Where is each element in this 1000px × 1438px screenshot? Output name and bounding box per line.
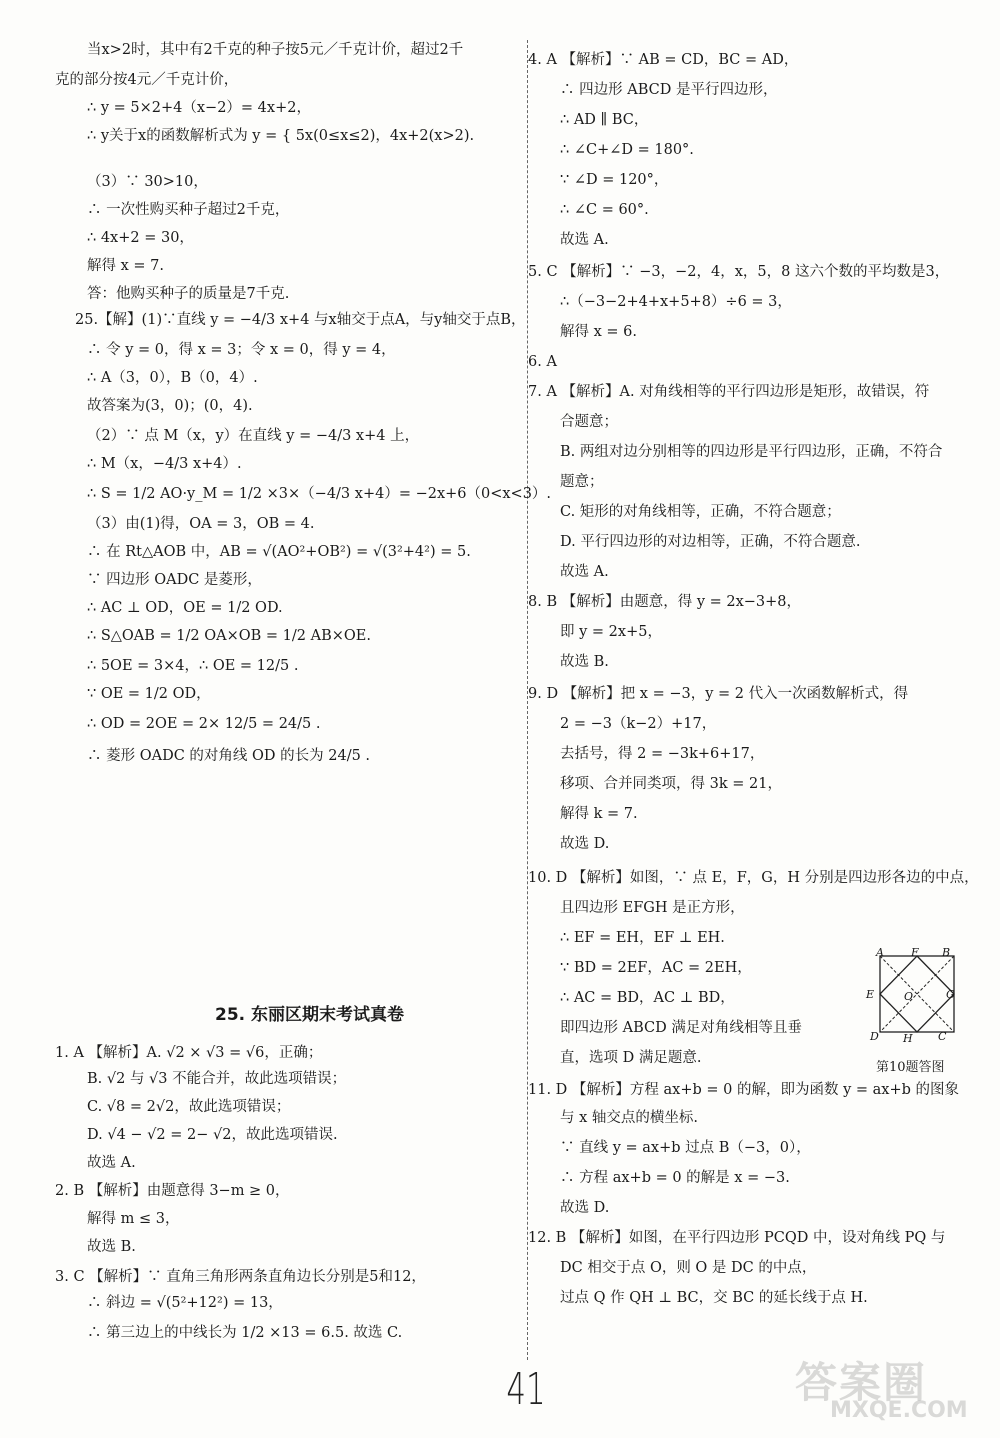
text-line: 2. B 【解析】由题意得 3−m ≥ 0，	[55, 1183, 290, 1199]
text-line: ∵ 四边形 OADC 是菱形，	[87, 572, 262, 588]
text-line: 3. C 【解析】∵ 直角三角形两条直角边长分别是5和12，	[55, 1269, 426, 1285]
text-line: B. 两组对边分别相等的四边形是平行四边形，正确，不符合	[560, 444, 943, 460]
text-line: ∴ 4x+2 = 30，	[87, 230, 194, 246]
text-line: C. √8 = 2√2，故此选项错误；	[87, 1099, 291, 1115]
text-line: ∴ 5OE = 3×4，∴ OE = 12/5 .	[87, 658, 299, 674]
text-line: ∴ AC = BD，AC ⊥ BD，	[560, 990, 735, 1006]
text-line: 故选 A.	[560, 232, 609, 248]
text-line: 故答案为(3，0)；(0，4).	[87, 398, 253, 414]
text-line: 去括号，得 2 = −3k+6+17，	[560, 746, 765, 762]
text-line: 当x>2时，其中有2千克的种子按5元／千克计价，超过2千	[87, 42, 464, 58]
text-line: 解得 m ≤ 3，	[87, 1211, 180, 1227]
text-line: 解得 k = 7.	[560, 806, 638, 822]
text-line: ∵ BD = 2EF，AC = 2EH，	[560, 960, 752, 976]
figure-label: A	[876, 946, 884, 959]
text-line: 1. A 【解析】A. √2 × √3 = √6，正确；	[55, 1045, 323, 1061]
text-line: ∴ y = 5×2+4（x−2）= 4x+2，	[87, 100, 311, 116]
text-line: 11. D 【解析】方程 ax+b = 0 的解，即为函数 y = ax+b 的图象	[528, 1082, 959, 1098]
text-line: 故选 B.	[87, 1239, 136, 1255]
text-line: ∴ 令 y = 0，得 x = 3；令 x = 0，得 y = 4，	[87, 342, 396, 358]
figure-label: H	[903, 1032, 913, 1045]
text-line: ∴（−3−2+4+x+5+8）÷6 = 3，	[560, 294, 792, 310]
text-line: B. √2 与 √3 不能合并，故此选项错误；	[87, 1071, 347, 1087]
text-line: 解得 x = 6.	[560, 324, 637, 340]
figure-label: E	[866, 988, 875, 1001]
text-line: 9. D 【解析】把 x = −3，y = 2 代入一次函数解析式，得	[528, 686, 909, 702]
text-line: 7. A 【解析】A. 对角线相等的平行四边形是矩形，故错误，符	[528, 384, 930, 400]
text-line: ∴ A（3，0），B（0，4）.	[87, 370, 258, 386]
text-line: ∴ ∠C = 60°.	[560, 202, 649, 218]
text-line: D. √4 − √2 = 2− √2，故此选项错误.	[87, 1127, 338, 1143]
text-line: 故选 A.	[560, 564, 609, 580]
text-line: ∵ ∠D = 120°，	[560, 172, 669, 188]
text-line: 即四边形 ABCD 满足对角线相等且垂	[560, 1020, 802, 1036]
text-line: 题意；	[560, 474, 604, 490]
text-line: 25.【解】(1)∵直线 y = −4/3 x+4 与x轴交于点A，与y轴交于点B，	[75, 312, 526, 328]
text-line: 6. A	[528, 354, 557, 370]
text-line: 2 = −3（k−2）+17，	[560, 716, 717, 732]
text-line: ∴ 一次性购买种子超过2千克，	[87, 202, 290, 218]
watermark-logo: 答案圈	[795, 1358, 928, 1407]
text-line: ∴ S = 1/2 AO·y_M = 1/2 ×3×（−4/3 x+4）= −2x+6（0<x<3）.	[87, 486, 552, 502]
text-line: （2）∵ 点 M（x，y）在直线 y = −4/3 x+4 上，	[87, 428, 420, 444]
figure-label: G	[946, 988, 955, 1001]
text-line: 合题意；	[560, 414, 618, 430]
text-line: DC 相交于点 O，则 O 是 DC 的中点，	[560, 1260, 817, 1276]
text-line: ∴ AC ⊥ OD，OE = 1/2 OD.	[87, 600, 283, 616]
text-line: 解得 x = 7.	[87, 258, 164, 274]
text-line: ∴ ∠C+∠D = 180°.	[560, 142, 694, 158]
text-line: 10. D 【解析】如图，∵ 点 E，F，G，H 分别是四边形各边的中点，	[528, 870, 979, 886]
text-line: ∴ y关于x的函数解析式为 y = { 5x(0≤x≤2)，4x+2(x>2).	[87, 128, 475, 144]
text-line: 故选 D.	[560, 1200, 610, 1216]
watermark-url: MXQE.COM	[830, 1398, 968, 1423]
text-line: ∴ 在 Rt△AOB 中，AB = √(AO²+OB²) = √(3²+4²) = 5.	[87, 544, 471, 560]
text-line: （3）∵ 30>10，	[87, 174, 208, 190]
section-title: 25. 东丽区期末考试真卷	[215, 1005, 405, 1025]
text-line: ∴ 四边形 ABCD 是平行四边形，	[560, 82, 778, 98]
figure-label: O	[904, 990, 914, 1003]
text-line: 4. A 【解析】∵ AB = CD，BC = AD，	[528, 52, 799, 68]
text-line: ∵ OE = 1/2 OD，	[87, 686, 211, 702]
text-line: 故选 A.	[87, 1155, 136, 1171]
text-line: 故选 B.	[560, 654, 609, 670]
figure-label: C	[938, 1030, 947, 1043]
figure-label: F	[911, 946, 919, 959]
page-number: 41	[506, 1364, 546, 1415]
text-line: 克的部分按4元／千克计价，	[55, 72, 239, 88]
text-line: 答：他购买种子的质量是7千克.	[87, 286, 290, 302]
text-line: D. 平行四边形的对边相等，正确，不符合题意.	[560, 534, 861, 550]
text-line: C. 矩形的对角线相等，正确，不符合题意；	[560, 504, 841, 520]
text-line: 5. C 【解析】∵ −3，−2，4，x，5，8 这六个数的平均数是3，	[528, 264, 950, 280]
figure-caption: 第10题答图	[876, 1060, 945, 1075]
text-line: ∴ EF = EH，EF ⊥ EH.	[560, 930, 725, 946]
text-line: ∵ 直线 y = ax+b 过点 B（−3，0），	[560, 1140, 811, 1156]
text-line: ∴ M（x，−4/3 x+4）.	[87, 456, 242, 472]
figure-label: B	[942, 946, 951, 959]
text-line: ∴ 斜边 = √(5²+12²) = 13，	[87, 1295, 283, 1311]
text-line: ∴ 方程 ax+b = 0 的解是 x = −3.	[560, 1170, 790, 1186]
text-line: 过点 Q 作 QH ⊥ BC，交 BC 的延长线于点 H.	[560, 1290, 868, 1306]
text-line: 故选 D.	[560, 836, 610, 852]
text-line: ∴ AD ∥ BC，	[560, 112, 649, 128]
text-line: ∴ S△OAB = 1/2 OA×OB = 1/2 AB×OE.	[87, 628, 371, 644]
text-line: 且四边形 EFGH 是正方形，	[560, 900, 745, 916]
text-line: 与 x 轴交点的横坐标.	[560, 1110, 699, 1126]
figure-label: D	[870, 1030, 879, 1043]
text-line: 12. B 【解析】如图，在平行四边形 PCQD 中，设对角线 PQ 与	[528, 1230, 946, 1246]
text-line: （3）由(1)得，OA = 3，OB = 4.	[87, 516, 315, 532]
text-line: 8. B 【解析】由题意，得 y = 2x−3+8，	[528, 594, 802, 610]
text-line: ∴ OD = 2OE = 2× 12/5 = 24/5 .	[87, 716, 321, 732]
text-line: 直，选项 D 满足题意.	[560, 1050, 702, 1066]
text-line: ∴ 第三边上的中线长为 1/2 ×13 = 6.5. 故选 C.	[87, 1325, 403, 1341]
text-line: ∴ 菱形 OADC 的对角线 OD 的长为 24/5 .	[87, 748, 371, 764]
text-line: 即 y = 2x+5，	[560, 624, 662, 640]
text-line: 移项、合并同类项，得 3k = 21，	[560, 776, 782, 792]
